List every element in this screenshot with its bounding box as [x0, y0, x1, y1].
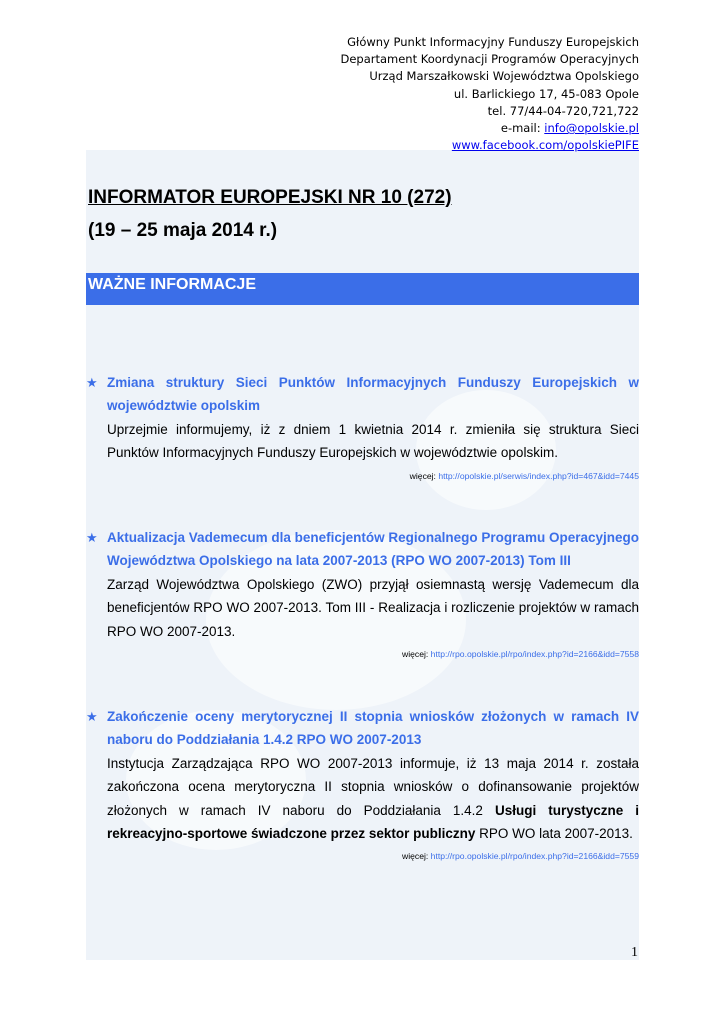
more-link-line — [86, 467, 639, 485]
news-item-body: Uprzejmie informujemy, iż z dniem 1 kwietnia 2014 r. zmieniła się struktura Sieci Punktów Informacyjnych Funduszy Europejskich w województwie opolskim. — [107, 421, 639, 461]
header-institution: Główny Punkt Informacyjny Funduszy Europejskich — [347, 35, 639, 49]
news-item — [86, 526, 639, 663]
title-line-2: (19 – 25 maja 2014 r.) — [88, 220, 278, 241]
header-department: Departament Koordynacji Programów Operacyjnych — [340, 52, 639, 67]
email-label: e-mail: — [500, 121, 545, 136]
more-link[interactable]: http://opolskie.pl/serwis/index.php?id=467&idd=7445 — [438, 470, 639, 481]
header-address: ul. Barlickiego 17, 45-083 Opole — [453, 86, 639, 101]
more-link[interactable]: http://rpo.opolskie.pl/rpo/index.php?id=2166&idd=7559 — [430, 851, 639, 862]
page-number: 1 — [631, 945, 638, 960]
email-link[interactable]: info@opolskie.pl — [544, 121, 639, 136]
star-bullet-icon: ★ — [86, 375, 98, 390]
star-bullet-icon: ★ — [86, 709, 98, 724]
document-title — [88, 181, 452, 247]
news-item — [86, 705, 639, 865]
more-label: więcej: — [402, 851, 431, 862]
news-item-body — [107, 752, 639, 846]
header-email-line — [340, 120, 639, 137]
news-item-heading: Zakończenie oceny merytorycznej II stopnia wniosków złożonych w ramach IV naboru do Poddziałania 1.4.2 RPO WO 2007-2013 — [107, 709, 639, 748]
news-item-heading: Zmiana struktury Sieci Punktów Informacyjnych Funduszy Europejskich w województwie opolskim — [107, 375, 639, 414]
title-line-1: INFORMATOR EUROPEJSKI NR 10 (272) — [88, 187, 452, 208]
section-heading: WAŻNE INFORMACJE — [88, 276, 256, 293]
more-link-line — [86, 645, 639, 663]
header-office: Urząd Marszałkowski Województwa Opolskiego — [369, 69, 639, 84]
body-text-end: RPO WO lata 2007-2013. — [475, 826, 633, 842]
contact-header — [340, 34, 639, 154]
more-link-line — [86, 847, 639, 865]
header-phone: tel. 77/44-04-720,721,722 — [487, 103, 639, 118]
star-bullet-icon: ★ — [86, 530, 98, 545]
more-link[interactable]: http://rpo.opolskie.pl/rpo/index.php?id=2166&idd=7558 — [430, 649, 639, 660]
news-item-heading: Aktualizacja Vademecum dla beneficjentów Regionalnego Programu Operacyjnego Województwa Opolskiego na lata 2007-2013 (RPO WO 2007-2013) Tom III — [107, 530, 639, 569]
section-banner — [86, 273, 639, 305]
news-item-body: Zarząd Województwa Opolskiego (ZWO) przyjął osiemnastą wersję Vademecum dla beneficjentów RPO WO 2007-2013. Tom III - Realizacja i rozliczenie projektów w ramach RPO WO 2007-2013. — [107, 576, 639, 639]
more-label: więcej: — [402, 649, 431, 660]
news-item — [86, 371, 639, 485]
more-label: więcej: — [409, 470, 439, 481]
body-text: Instytucja Zarządzająca RPO WO 2007-2013 informuje, iż 13 maja 2014 r. została zakończona ocena merytoryczna II stopnia wniosków o dofinansowanie projektów złożonych w ramach IV naboru do Poddziałania 1.4.2 — [107, 755, 639, 818]
body-bold-text: Usługi turystyczne i rekreacyjno-sportowe świadczone przez sektor publiczny — [107, 802, 639, 842]
facebook-link[interactable]: www.facebook.com/opolskiePIFE — [451, 138, 639, 153]
